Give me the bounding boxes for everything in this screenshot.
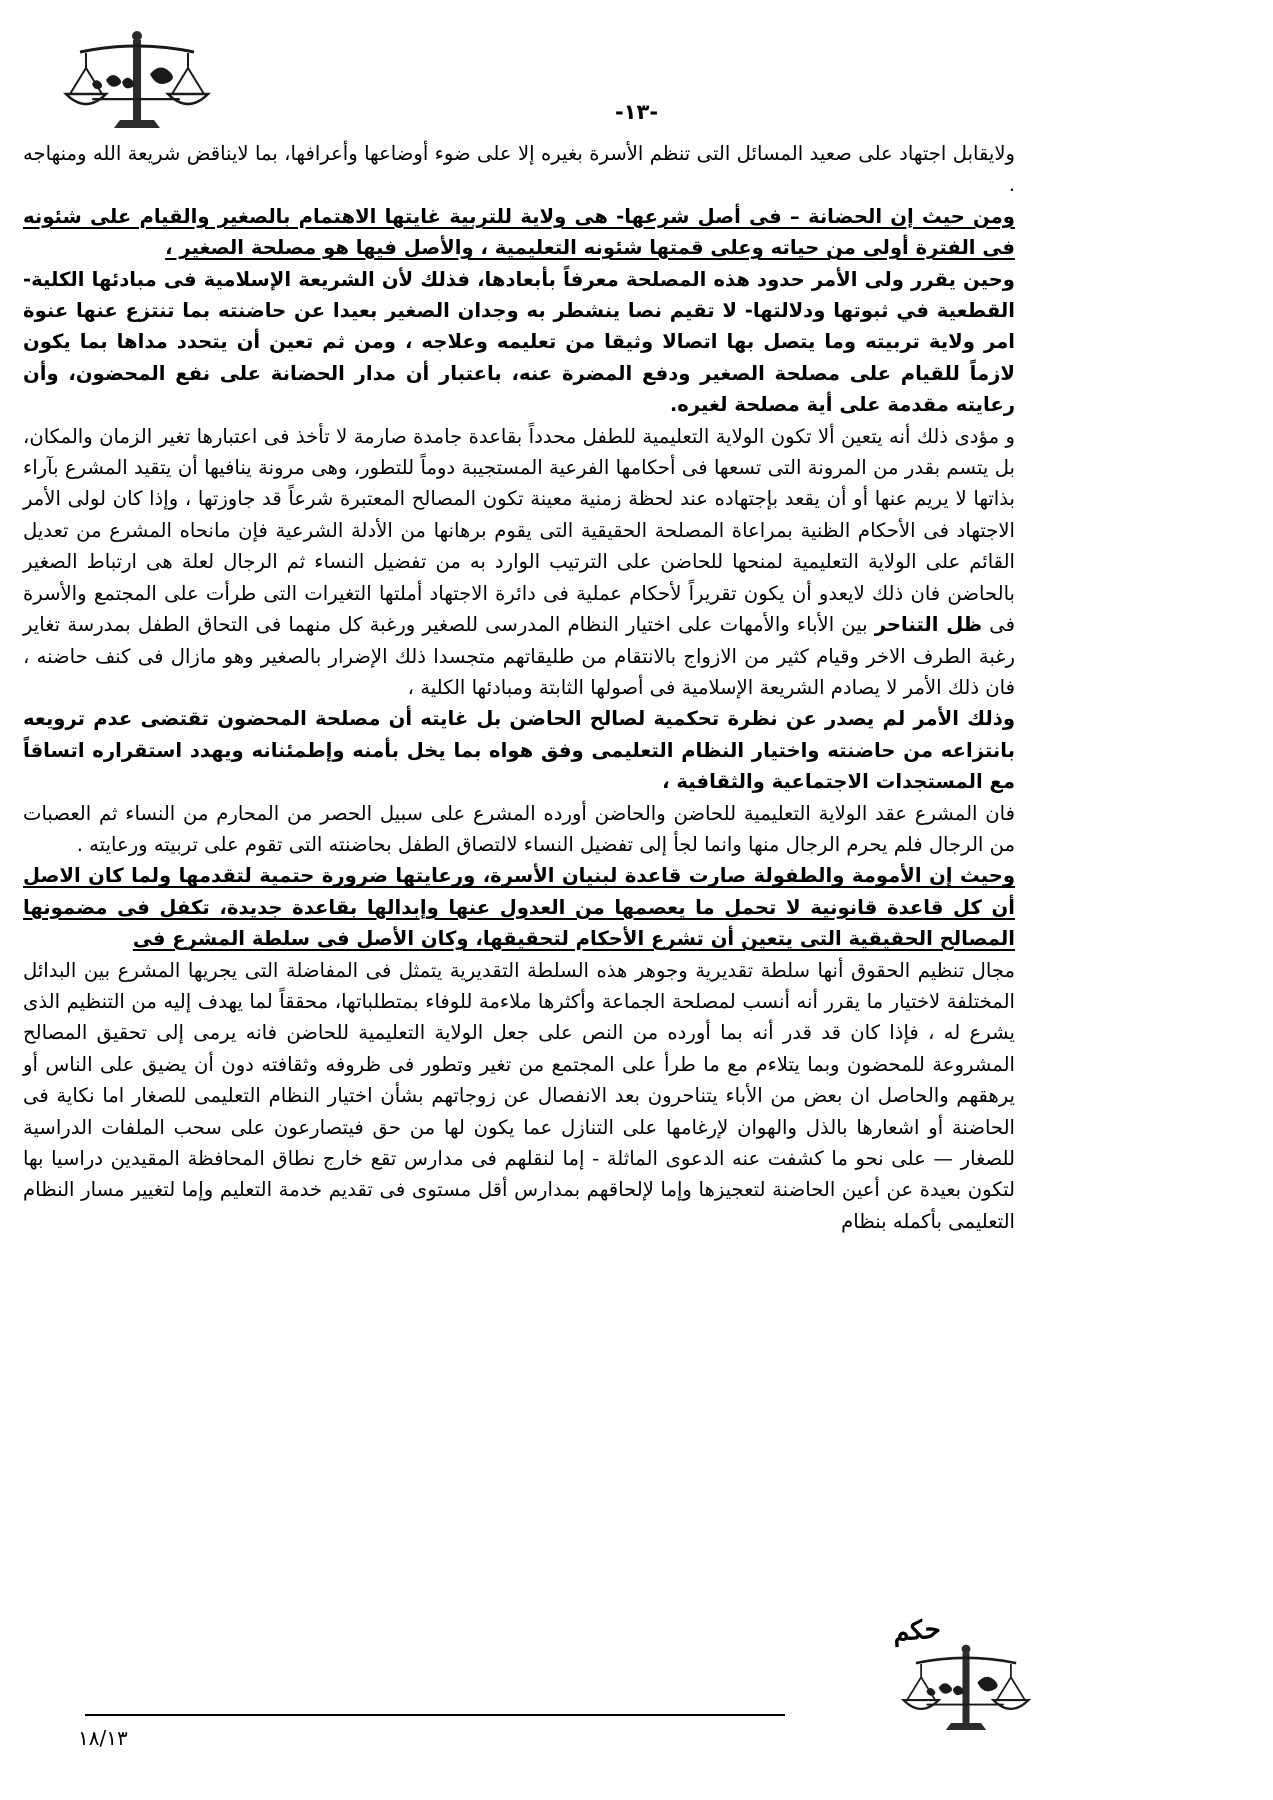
paragraph-8-bold-underlined	[23, 860, 1015, 954]
paragraph-7	[23, 798, 1015, 861]
signature-mark: حكم	[892, 1614, 942, 1648]
paragraph-1-text: ولايقابل اجتهاد على صعيد المسائل التى تنظم الأسرة بغيره إلا على ضوء أوضاعها وأعرافها، بما لايناقض شريعة الله ومنهاجه .	[23, 142, 1015, 197]
paragraph-6-text: وذلك الأمر لم يصدر عن نظرة تحكمية لصالح الحاضن بل غايته أن مصلحة المحضون تقتضى عدم ترويعه بانتزاعه من حاضنته واختيار النظام التعليمى وفق هواه بما يخل بأمنه وإطمئنانه ويهدد استقراره اتساقاً مع المستجدات الاجتماعية والثقافية ،	[23, 707, 1015, 794]
paragraph-1	[23, 138, 1015, 201]
page-number-header: -١٣-	[614, 100, 659, 124]
paragraph-7-text: فان المشرع عقد الولاية التعليمية للحاضن والحاضن أورده المشرع على سبيل الحصر من المحارم من النساء ثم العصبات من الرجال فلم يحرم الرجال منها وانما لجأ إلى تفضيل النساء لالتصاق الطفل بحاضنته التى تقوم على تربيته ورعايته .	[23, 801, 1015, 856]
document-body	[23, 138, 1015, 1237]
footer-page-number: ١٨/١٣	[78, 1726, 128, 1750]
council-of-state-emblem-footer	[900, 1636, 1032, 1736]
paragraph-2-bold-underlined	[23, 201, 1015, 264]
paragraph-2-text: ومن حيث إن الحضانة – فى أصل شرعها- هى ولاية للتربية غايتها الاهتمام بالصغير والقيام على شئونه فى الفترة أولى من حياته وعلى قمتها شئونه التعليمية ، والأصل فيها هو مصلحة الصغير ،	[23, 204, 1015, 260]
paragraph-9	[23, 955, 1015, 1238]
paragraph-8-text: وحيث إن الأمومة والطفولة صارت قاعدة لبنيان الأسرة، ورعايتها ضرورة حتمية لتقدمها ولما كان الاصل أن كل قاعدة قانونية لا تحمل ما يعصمها من العدول عنها وإبدالها بقاعدة جديدة، تكفل فى مضمونها المصالح الحقيقية التى يتعين أن تشرع الأحكام لتحقيقها، وكان الأصل فى سلطة المشرع فى	[23, 864, 1015, 951]
paragraph-6-bold	[23, 703, 1015, 797]
footer-divider	[85, 1714, 785, 1716]
paragraph-4	[23, 421, 1015, 704]
inline-bold-phrase-talnahur: ظل التناحر	[874, 613, 983, 637]
paragraph-4-text: و مؤدى ذلك أنه يتعين ألا تكون الولاية التعليمية للطفل محدداً بقاعدة جامدة صارمة لا تأخذ فى اعتبارها تغير الزمان والمكان، بل يتسم بقدر من المرونة التى تسعها فى أحكامها الفرعية المستجيبة دوماً للتطور، وهى مرونة ينافيها أن يتقيد المشرع بآراء بذاتها لا يريم عنها أو أن يقعد بإجتهاده عند لحظة زمنية معينة تكون المصالح المعتبرة شرعاً قد جاوزتها ، وإذا كان لولى الأمر الاجتهاد فى الأحكام الظنية بمراعاة المصلحة الحقيقية التى يقوم برهانها من الأدلة الشرعية فإن مانحاه المشرع من تعديل القائم على الولاية التعليمية لمنحها للحاضن على الترتيب الوارد به من تفضيل النساء ثم الرجال لعلة هى ارتباط الصغير بالحاضن فان ذلك لايعدو أن يكون تقريراً لأحكام عملية فى دائرة الاجتهاد أملتها التغيرات التى طرأت على المجتمع والأسرة فى	[23, 424, 1015, 637]
paragraph-3-text: وحين يقرر ولى الأمر حدود هذه المصلحة معرفاً بأبعادها، فذلك لأن الشريعة الإسلامية فى مبادئها الكلية- القطعية في ثبوتها ودلالتها- لا تقيم نصا ينشطر به وجدان الصغير بعيدا عن حاضنته بما تنتزع عنها عنوة امر ولاية تربيته وما يتصل بها اتصالا وثيقا من تعليمه وعلاجه ، ومن ثم تعين أن يتحدد مداها بما يكون لازماً للقيام على مصلحة الصغير ودفع المضرة عنه، باعتبار أن مدار الحضانة على نفع المحضون، وأن رعايته مقدمة على أية مصلحة لغيره.	[23, 267, 1015, 417]
paragraph-9-text: مجال تنظيم الحقوق أنها سلطة تقديرية وجوهر هذه السلطة التقديرية يتمثل فى المفاضلة التى يجريها المشرع بين البدائل المختلفة لاختيار ما يقرر أنه أنسب لمصلحة الجماعة وأكثرها ملاءمة للوفاء بمتطلباتها، محققاً لما يهدف إليه من التنظيم الذى يشرع له ، فإذا كان قد قدر أنه بما أورده من النص على جعل الولاية التعليمية للحاضن فانه يرمى إلى تحقيق المصالح المشروعة للمحضون وبما يتلاءم مع ما طرأ على المجتمع من تغير وتطور فى ظروفه وثقافته دون أن يضيق على الناس أو يرهقهم والحاصل ان بعض من الأباء يتناحرون بعد الانفصال عن زوجاتهم بشأن اختيار النظام التعليمى للصغار اما نكاية فى الحاضنة أو اشعارها بالذل والهوان لإرغامها على التنازل عما يكون لها من حق فيتصارعون على سحب الملفات الدراسية للصغار — على نحو ما كشفت عنه الدعوى الماثلة - إما لنقلهم فى مدارس تقع خارج نطاق المحافظة المقيدين دراسيا بها لتكون بعيدة عن أعين الحاضنة لتعجيزها وإما لإلحاقهم بمدارس أقل مستوى فى تقديم خدمة التعليم وإما لتغيير مسار النظام التعليمى بأكمله بنظام	[23, 958, 1015, 1233]
paragraph-3-bold	[23, 264, 1015, 421]
paragraph-5-text-after: بين الأباء والأمهات على اختيار النظام المدرسى للصغير ورغبة كل منهما فى التحاق الطفل بمدرسة تغاير رغبة الطرف الاخر وقيام كثير من الازواج بالانتقام من طليقاتهم متجسدا ذلك الإضرار بالصغير وهو مازال فى كنف حاضنه ، فان ذلك الأمر لا يصادم الشريعة الإسلامية فى أصولها الثابتة ومبادئها الكلية ،	[23, 613, 1015, 699]
